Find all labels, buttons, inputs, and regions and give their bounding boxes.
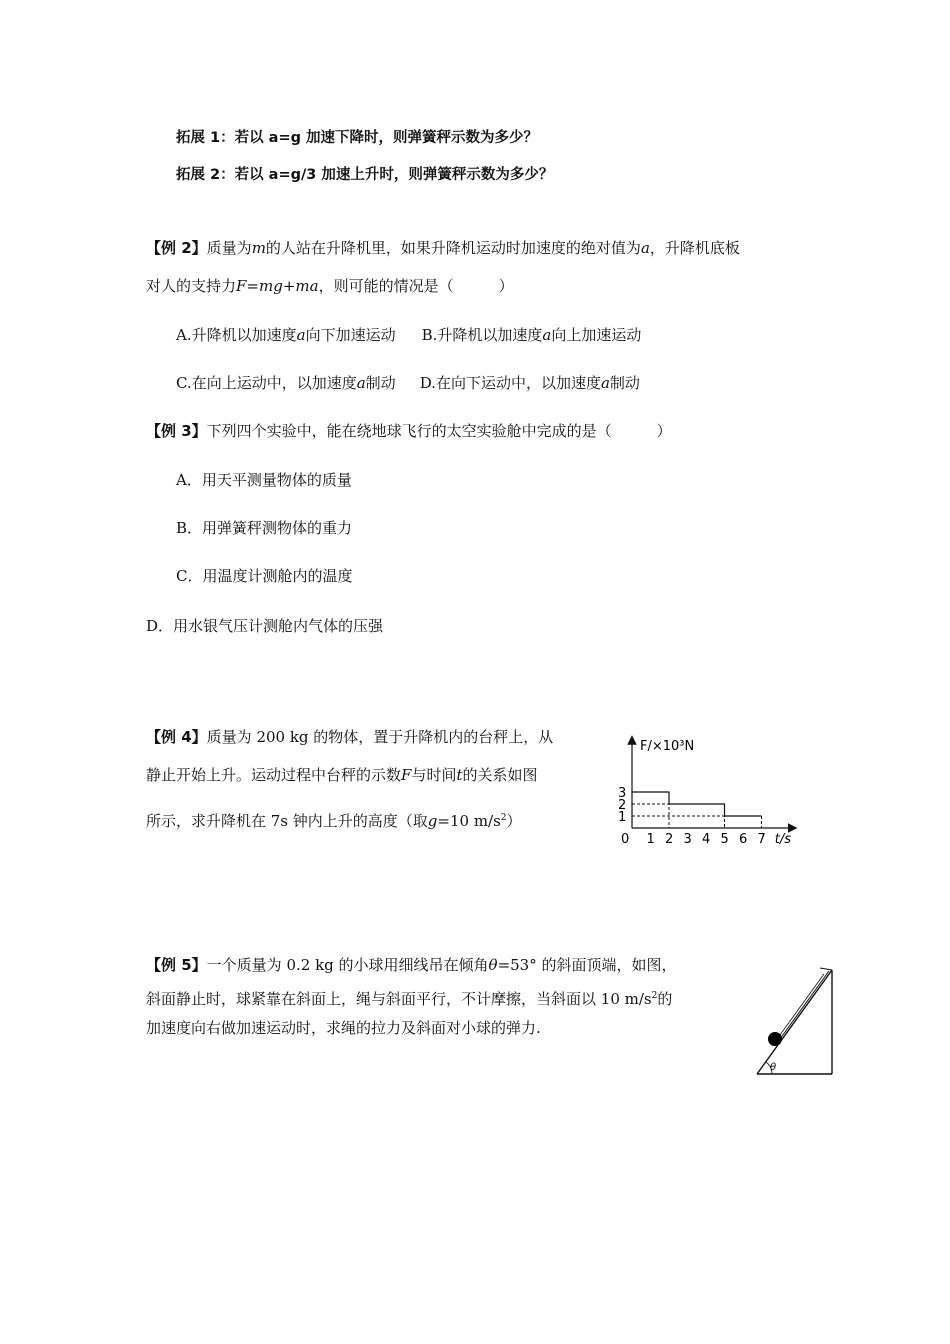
ceiling-tick [820, 968, 832, 970]
text: 的关系如图 [462, 766, 538, 784]
example-5-line-2 [146, 986, 672, 1009]
example-2-options-ab [176, 325, 641, 345]
example-3-option-a: A．用天平测量物体的质量 [176, 471, 352, 489]
y-tick-label: 3 [618, 786, 627, 801]
var-a: a [296, 326, 306, 344]
text: 制动 [365, 374, 396, 392]
var-theta: θ [488, 956, 498, 974]
force-step-line [632, 792, 762, 816]
text: 下列四个实验中，能在绕地球飞行的太空实验舱中完成的是（ ） [206, 422, 672, 440]
var-t: t [456, 766, 463, 784]
x-tick-label: 1 [646, 832, 655, 847]
text: 一个质量为 0.2 kg 的小球用细线吊在倾角 [206, 956, 489, 974]
text: 对人的支持力 [146, 277, 237, 295]
option-a [176, 326, 396, 344]
text: ，升降机底板 [649, 239, 740, 257]
var-g: g [427, 812, 438, 830]
force-time-chart [610, 728, 810, 852]
example-4-line-2 [146, 765, 538, 785]
incline-figure [750, 962, 840, 1076]
text: 向下加速运动 [305, 326, 396, 344]
x-tick-label: 5 [720, 832, 729, 847]
var-F: F [401, 766, 412, 784]
var-m: m [251, 239, 266, 257]
example-3-option-d: D．用水银气压计测舱内气体的压强 [146, 617, 384, 635]
text: D.在向下运动中，以加速度 [419, 374, 601, 392]
example-2-line-2 [146, 276, 514, 296]
example-4-line-1 [146, 727, 553, 747]
example-5-line-1 [146, 955, 677, 975]
text: 所示，求升降机在 7s 钟内上升的高度（取 [146, 812, 428, 830]
text: 与时间 [411, 766, 457, 784]
superscript: 2 [651, 991, 658, 1001]
text: 质量为 [206, 239, 252, 257]
y-tick-label: 2 [618, 798, 627, 813]
text: C.在向上运动中，以加速度 [176, 374, 357, 392]
x-tick-label: 2 [665, 832, 674, 847]
text: 静止开始上升。运动过程中台秤的示数 [146, 766, 402, 784]
text: 斜面静止时，球紧靠在斜面上，绳与斜面平行，不计摩擦，当斜面以 10 m/s [146, 990, 652, 1008]
example-2-options-cd [176, 373, 640, 393]
incline-slope [757, 970, 832, 1074]
x-tick-label: 0 [621, 832, 630, 847]
y-axis-label: F/×10³N [640, 739, 695, 754]
x-axis-label: t/s [774, 832, 791, 847]
var-a: a [542, 326, 552, 344]
formula: F=mg+ma [236, 277, 319, 295]
x-tick-label: 3 [683, 832, 692, 847]
example-4-tag: 【例 4】 [146, 728, 207, 746]
text: B.升降机以加速度 [421, 326, 543, 344]
text: 质量为 200 kg 的物体，置于升降机内的台秤上，从 [206, 728, 554, 746]
text: A.升降机以加速度 [176, 326, 297, 344]
ball [768, 1032, 782, 1046]
text: =10 m/s [437, 812, 501, 830]
x-tick-label: 4 [702, 832, 711, 847]
example-4-line-3 [146, 808, 522, 831]
option-b [422, 326, 642, 344]
text: ，则可能的情况是（ ） [318, 277, 514, 295]
text: ） [506, 812, 522, 830]
option-d [420, 374, 640, 392]
text: 制动 [609, 374, 640, 392]
extension-1: 拓展 1：若以 a=g 加速下降时，则弹簧秤示数为多少？ [176, 130, 539, 146]
var-a: a [600, 374, 610, 392]
example-3-stem [146, 421, 672, 441]
example-3-tag: 【例 3】 [146, 422, 207, 440]
x-tick-label: 7 [757, 832, 766, 847]
option-c [176, 374, 396, 392]
example-3-option-b: B．用弹簧秤测物体的重力 [176, 519, 353, 537]
example-5-tag: 【例 5】 [146, 956, 207, 974]
example-2-line-1 [146, 238, 740, 258]
example-3-option-c: C．用温度计测舱内的温度 [176, 567, 353, 585]
x-tick-label: 6 [739, 832, 748, 847]
rope [780, 971, 829, 1039]
var-a: a [356, 374, 366, 392]
extension-2: 拓展 2：若以 a=g/3 加速上升时，则弹簧秤示数为多少？ [176, 167, 554, 183]
text: 的人站在升降机里，如果升降机运动时加速度的绝对值为 [265, 239, 641, 257]
theta-label: θ [770, 1062, 777, 1073]
example-2-tag: 【例 2】 [146, 239, 207, 257]
example-5-line-3: 加速度向右做加速运动时，求绳的拉力及斜面对小球的弹力. [146, 1019, 541, 1037]
var-a: a [640, 239, 650, 257]
text: =53° 的斜面顶端，如图， [497, 956, 677, 974]
text: 向上加速运动 [551, 326, 642, 344]
text: 的 [657, 990, 673, 1008]
superscript: 2 [500, 813, 507, 823]
y-tick-label: 1 [618, 810, 627, 825]
